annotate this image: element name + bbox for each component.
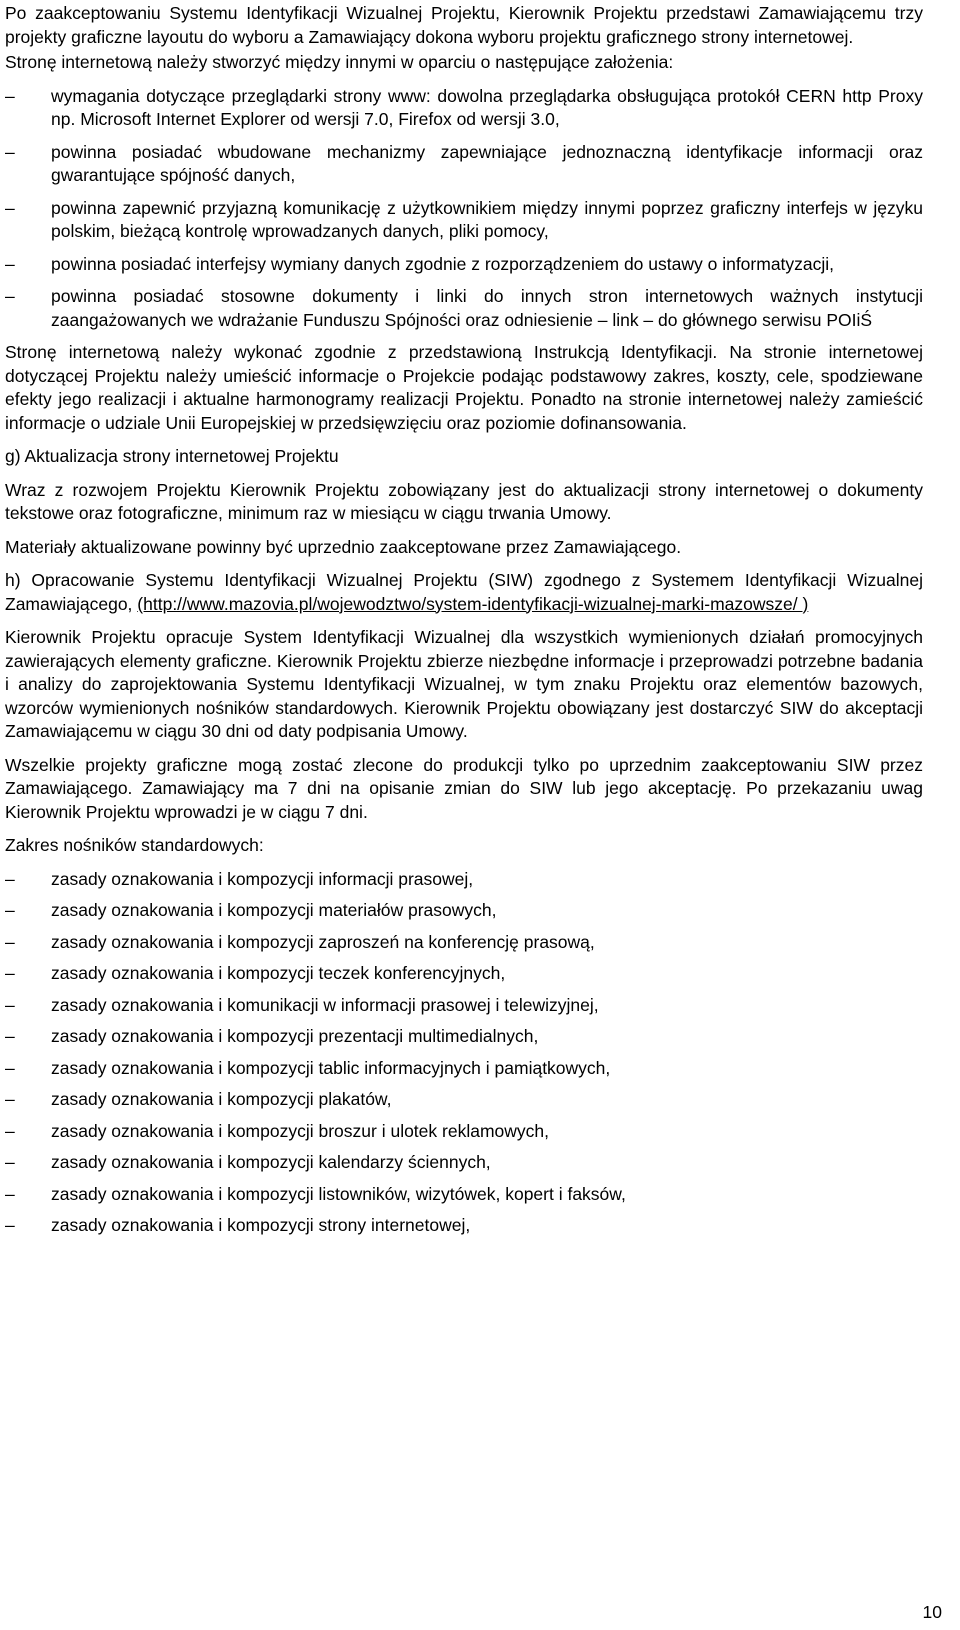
list-item: – zasady oznakowania i kompozycji prezentacji multimedialnych, <box>5 1025 923 1049</box>
identification-paragraph: Stronę internetową należy wykonać zgodnie z przedstawioną Instrukcją Identyfikacji. Na stronie internetowej dotyczącej Projektu należy umieścić informacje o Projekcie podając podstawowy zakres, koszty, cele, spodziewane efekty jego realizacji i aktualne harmonogramy realizacji Projektu. Ponadto na stronie internetowej należy zamieścić informacje o udziale Unii Europejskiej w przedsięwzięciu oraz poziomie dofinansowania. <box>5 342 923 433</box>
list-item: – zasady oznakowania i kompozycji teczek konferencyjnych, <box>5 962 923 986</box>
media-list <box>5 868 923 1238</box>
section-g-paragraph: Wraz z rozwojem Projektu Kierownik Projektu zobowiązany jest do aktualizacji strony internetowej o dokumenty tekstowe oraz fotograficzne, minimum raz w miesiącu w ciągu trwania Umowy. <box>5 479 923 523</box>
media-heading: Zakres nośników standardowych: <box>5 835 264 855</box>
list-item: – zasady oznakowania i kompozycji plakatów, <box>5 1088 923 1112</box>
list-item: – powinna posiadać stosowne dokumenty i linki do innych stron internetowych ważnych instytucji zaangażowanych we wdrażanie Funduszu Spójności oraz odniesienie – link – do głównego serwisu POIiŚ <box>5 285 923 332</box>
list-item: – powinna posiadać interfejsy wymiany danych zgodnie z rozporządzeniem do ustawy o informatyzacji, <box>5 253 923 277</box>
list-item: – zasady oznakowania i kompozycji broszur i ulotek reklamowych, <box>5 1120 923 1144</box>
section-h-approval-paragraph: Wszelkie projekty graficzne mogą zostać zlecone do produkcji tylko po uprzednim zaakceptowaniu SIW przez Zamawiającego. Zamawiający ma 7 dni na opisanie zmian do SIW lub jego akceptację. Po przekazaniu uwag Kierownik Projektu wprowadzi je w ciągu 7 dni. <box>5 754 923 822</box>
section-h-heading-text: h) Opracowanie Systemu Identyfikacji Wizualnej Projektu (SIW) zgodnego z Systemem Identyfikacji Wizualnej Zamawiającego, <box>5 570 923 614</box>
list-item: – zasady oznakowania i komunikacji w informacji prasowej i telewizyjnej, <box>5 994 923 1018</box>
document-page <box>5 2 923 1246</box>
list-item: – zasady oznakowania i kompozycji listowników, wizytówek, kopert i faksów, <box>5 1183 923 1207</box>
list-item: – zasady oznakowania i kompozycji zaproszeń na konferencję prasową, <box>5 931 923 955</box>
list-item: – zasady oznakowania i kompozycji kalendarzy ściennych, <box>5 1151 923 1175</box>
list-item: – powinna zapewnić przyjazną komunikację z użytkownikiem między innymi poprzez graficzny interfejs w języku polskim, bieżącą kontrolę wprowadzanych danych, pliki pomocy, <box>5 197 923 244</box>
section-h-paragraph: Kierownik Projektu opracuje System Identyfikacji Wizualnej dla wszystkich wymienionych działań promocyjnych zawierających elementy graficzne. Kierownik Projektu zbierze niezbędne informacje i przeprowadzi potrzebne badania i analizy do zaprojektowania Systemu Identyfikacji Wizualnej, w tym znaku Projektu oraz elementów bazowych, wzorców wymienionych nośników standardowych. Kierownik Projektu obowiązany jest dostarczyć SIW do akceptacji Zamawiającemu w ciągu 30 dni od daty podpisania Umowy. <box>5 627 923 741</box>
mazovia-link[interactable]: (http://www.mazovia.pl/wojewodztwo/system-identyfikacji-wizualnej-marki-mazowsze/ ) <box>137 593 809 614</box>
list-item: – zasady oznakowania i kompozycji tablic informacyjnych i pamiątkowych, <box>5 1057 923 1081</box>
list-item: – wymagania dotyczące przeglądarki strony www: dowolna przeglądarka obsługująca protokół CERN http Proxy np. Microsoft Internet Explorer od wersji 7.0, Firefox od wersji 3.0, <box>5 85 923 132</box>
list-item: – zasady oznakowania i kompozycji informacji prasowej, <box>5 868 923 892</box>
list-item: – zasady oznakowania i kompozycji strony internetowej, <box>5 1214 923 1238</box>
section-h-heading <box>5 569 923 616</box>
intro-paragraph: Po zaakceptowaniu Systemu Identyfikacji Wizualnej Projektu, Kierownik Projektu przedstawi Zamawiającemu trzy projekty graficzne layoutu do wyboru a Zamawiający dokona wyboru projektu graficznego strony internetowej. <box>5 3 923 47</box>
page-number: 10 <box>922 1601 942 1622</box>
list-item: – powinna posiadać wbudowane mechanizmy zapewniające jednoznaczną identyfikacje informacji oraz gwarantujące spójność danych, <box>5 141 923 188</box>
section-g-approval: Materiały aktualizowane powinny być uprzednio zaakceptowane przez Zamawiającego. <box>5 536 682 557</box>
assumptions-intro: Stronę internetową należy stworzyć między innymi w oparciu o następujące założenia: <box>5 52 674 72</box>
list-item: – zasady oznakowania i kompozycji materiałów prasowych, <box>5 899 923 923</box>
section-g-heading: g) Aktualizacja strony internetowej Projektu <box>5 446 339 466</box>
assumptions-list <box>5 85 923 333</box>
